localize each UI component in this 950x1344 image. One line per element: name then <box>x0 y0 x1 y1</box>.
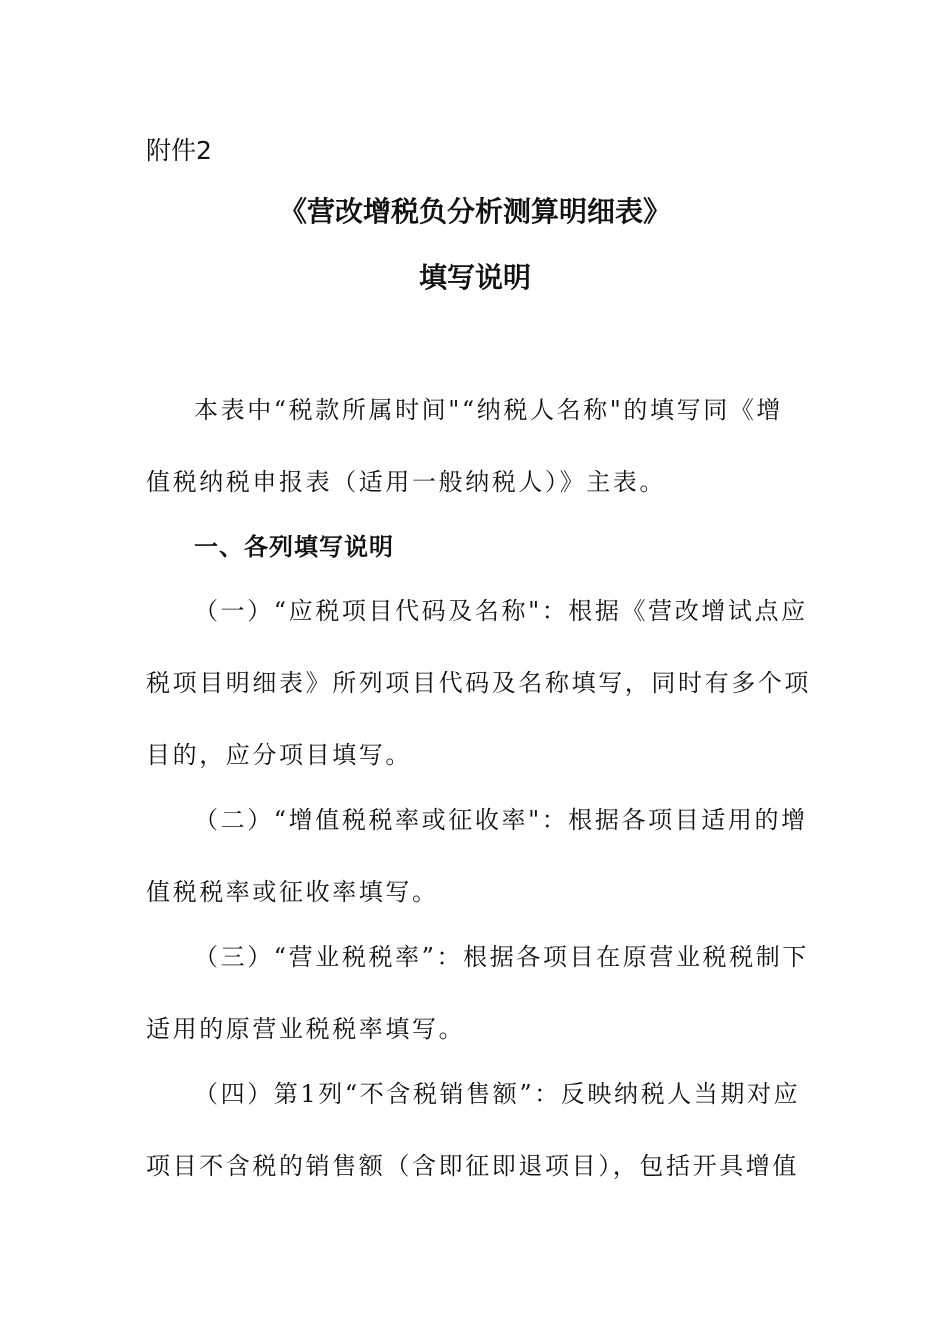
document-subtitle: 填写说明 <box>418 261 531 294</box>
paragraph-intro-line-1: 本表中“税款所属时间"“纳税人名称"的填写同《增 <box>194 396 784 424</box>
item-1-line-1: （一）“应税项目代码及名称"：根据《营改增试点应 <box>194 597 808 625</box>
document-title: 《营改增税负分析测算明细表》 <box>278 195 671 228</box>
attachment-label: 附件2 <box>146 136 212 165</box>
paragraph-intro-line-2: 值税纳税申报表（适用一般纳税人）》主表。 <box>146 468 666 496</box>
item-1-line-3: 目的，应分项目填写。 <box>146 741 412 769</box>
item-2-line-1: （二）“增值税税率或征收率"：根据各项目适用的增 <box>194 806 808 834</box>
item-2-line-2: 值税税率或征收率填写。 <box>146 878 439 906</box>
item-3-line-1: （三）“营业税税率”：根据各项目在原营业税税制下 <box>194 943 809 971</box>
item-4-line-1: （四）第1列“不含税销售额”：反映纳税人当期对应 <box>194 1080 801 1108</box>
item-4-line-2: 项目不含税的销售额（含即征即退项目），包括开具增值 <box>146 1152 799 1180</box>
section-heading-columns: 一、各列填写说明 <box>194 533 394 561</box>
item-3-line-2: 适用的原营业税税率填写。 <box>146 1015 466 1043</box>
item-1-line-2: 税项目明细表》所列项目代码及名称填写，同时有多个项 <box>146 669 811 697</box>
